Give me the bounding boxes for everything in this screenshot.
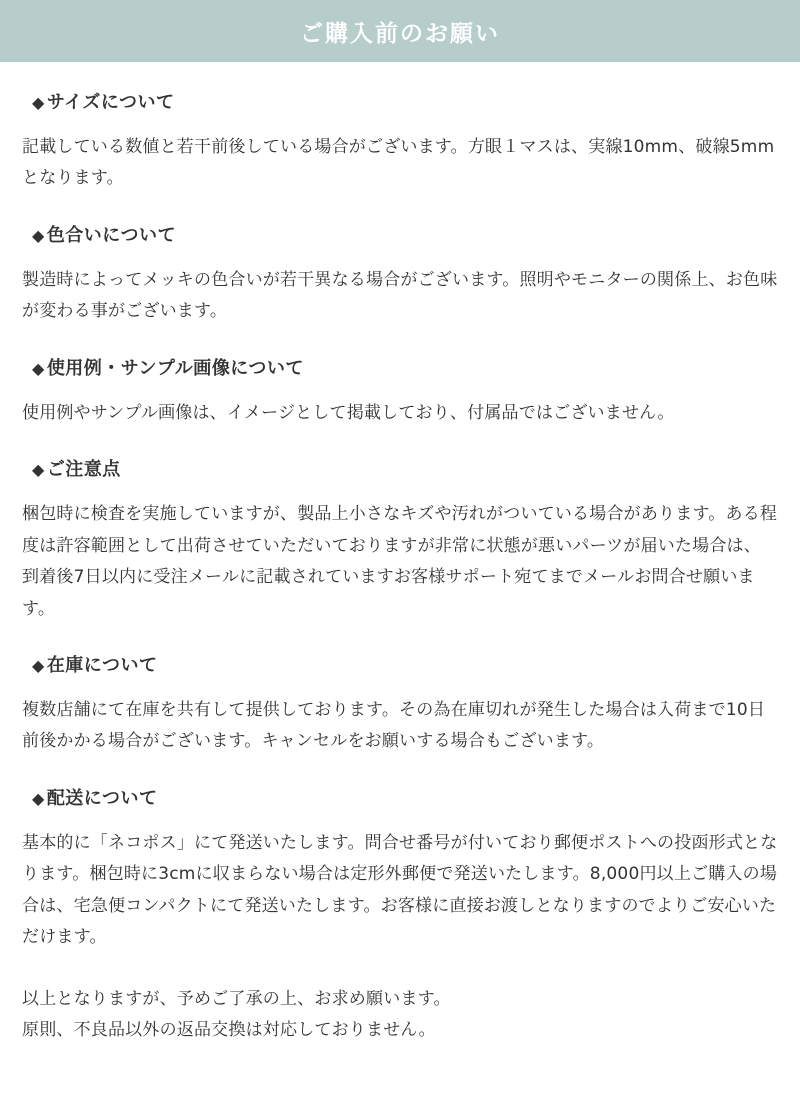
- section-heading-sample-images: [18, 328, 782, 380]
- section-heading-notes: [18, 429, 782, 481]
- section-heading-label: 在庫について: [46, 654, 158, 676]
- section-heading-label: ご注意点: [46, 459, 121, 481]
- section-body-size: 記載している数値と若干前後している場合がございます。方眼１マスは、実線10mm、破線5mmとなります。: [22, 137, 775, 189]
- diamond-bullet-icon: ◆: [32, 358, 45, 378]
- section-heading-stock: [18, 625, 782, 677]
- closing-line-2: 原則、不良品以外の返品交換は対応しておりません。: [22, 1020, 436, 1040]
- page-title: ご購入前のお願い: [300, 20, 500, 47]
- section-stock: [18, 625, 782, 758]
- section-body-stock: 複数店舗にて在庫を共有して提供しております。その為在庫切れが発生した場合は入荷まで10日前後かかる場合がございます。キャンセルをお願いする場合もございます。: [22, 699, 766, 752]
- section-sample-images: [18, 328, 782, 429]
- diamond-bullet-icon: ◆: [32, 225, 45, 245]
- section-color: [18, 195, 782, 328]
- section-body-shipping: 基本的に「ネコポス」にて発送いたします。問合せ番号が付いており郵便ポストへの投函形式となります。梱包時に3cmに収まらない場合は定形外郵便で発送いたします。8,000円以上ご購入の場合は、宅急便コンパクトにて発送いたします。お客様に直接お渡しとなりますのでよりご安心いただけます。: [22, 832, 778, 948]
- section-heading-size: [18, 62, 782, 114]
- section-body-notes: 梱包時に検査を実施していますが、製品上小さなキズや汚れがついている場合があります。ある程度は許容範囲として出荷させていただいておりますが非常に状態が悪いパーツが届いた場合は、到着後7日以内に受注メールに記載されていますお客様サポート宛てまでメールお問合せ願います。: [22, 504, 778, 619]
- section-body-color: 製造時によってメッキの色合いが若干異なる場合がございます。照明やモニターの関係上、お色味が変わる事がございます。: [22, 269, 778, 322]
- diamond-bullet-icon: ◆: [32, 655, 45, 675]
- section-size: [18, 62, 782, 195]
- section-heading-label: 使用例・サンプル画像について: [46, 357, 304, 379]
- section-heading-label: 配送について: [46, 787, 158, 809]
- section-heading-label: サイズについて: [46, 92, 175, 113]
- section-heading-shipping: [18, 758, 782, 810]
- page-banner: [0, 0, 800, 62]
- section-heading-label: 色合いについて: [46, 224, 176, 246]
- section-shipping: [18, 758, 782, 954]
- section-notes: [18, 429, 782, 625]
- closing-note: [18, 984, 782, 1069]
- content-area: [0, 62, 800, 1068]
- diamond-bullet-icon: ◆: [32, 788, 45, 808]
- diamond-bullet-icon: ◆: [32, 460, 45, 480]
- diamond-bullet-icon: ◆: [32, 93, 45, 112]
- section-heading-color: [18, 195, 782, 247]
- closing-line-1: 以上となりますが、予めご了承の上、お求め願います。: [22, 988, 451, 1009]
- section-body-sample-images: 使用例やサンプル画像は、イメージとして掲載しており、付属品ではございません。: [22, 402, 675, 423]
